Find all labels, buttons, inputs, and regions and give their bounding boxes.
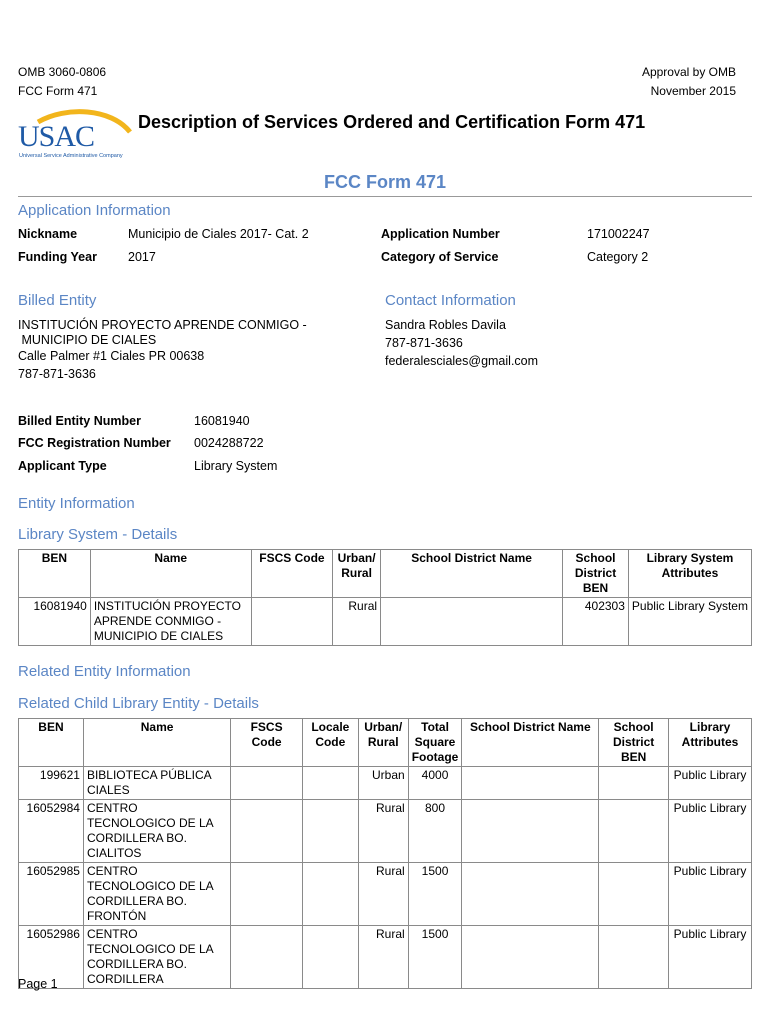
col-district-ben: School District BEN <box>599 719 669 767</box>
col-attributes: Library System Attributes <box>628 550 751 598</box>
cell-ben: 16052985 <box>19 863 84 926</box>
ben-label: Billed Entity Number <box>18 414 141 428</box>
cell-locale <box>302 863 358 926</box>
cell-ben: 16052984 <box>19 800 84 863</box>
section-library-system-details: Library System - Details <box>18 526 178 543</box>
related-child-table <box>18 718 752 989</box>
col-ben: BEN <box>19 550 91 598</box>
contact-name: Sandra Robles Davila <box>385 318 506 332</box>
nickname-label: Nickname <box>18 227 78 241</box>
col-fscs: FSCS Code <box>251 550 332 598</box>
cell-attributes: Public Library <box>669 863 752 926</box>
cell-urban-rural: Rural <box>358 800 408 863</box>
nickname-value: Municipio de Ciales 2017- Cat. 2 <box>128 227 309 241</box>
applicant-type-value: Library System <box>194 459 278 473</box>
col-square-footage: Total Square Footage <box>408 719 462 767</box>
cell-attributes: Public Library System <box>628 598 751 646</box>
billed-entity-address: Calle Palmer #1 Ciales PR 00638 <box>18 349 205 363</box>
cell-urban-rural: Rural <box>358 863 408 926</box>
header-divider <box>18 196 752 197</box>
billed-entity-phone: 787-871-3636 <box>18 367 96 381</box>
col-urban-rural: Urban/ Rural <box>358 719 408 767</box>
library-system-table <box>18 549 752 646</box>
category-label: Category of Service <box>381 250 499 264</box>
col-urban-rural: Urban/ Rural <box>333 550 381 598</box>
col-name: Name <box>83 719 230 767</box>
section-contact-info: Contact Information <box>385 292 516 309</box>
cell-square-footage: 800 <box>408 800 462 863</box>
cell-name: CENTRO TECNOLOGICO DE LA CORDILLERA BO. CIALITOS <box>83 800 230 863</box>
billed-entity-name-line1: INSTITUCIÓN PROYECTO APRENDE CONMIGO - <box>18 318 307 332</box>
cell-fscs <box>231 926 303 989</box>
form-subtitle: FCC Form 471 <box>323 172 447 192</box>
cell-district-name <box>381 598 563 646</box>
table-row <box>19 767 752 800</box>
cell-fscs <box>231 767 303 800</box>
cell-ben: 16052986 <box>19 926 84 989</box>
ben-value: 16081940 <box>194 414 250 428</box>
usac-logo <box>16 108 134 164</box>
cell-locale <box>302 767 358 800</box>
frn-label: FCC Registration Number <box>18 436 171 450</box>
contact-email: federalesciales@gmail.com <box>385 354 539 368</box>
col-fscs: FSCS Code <box>231 719 303 767</box>
cell-district-name <box>462 926 599 989</box>
cell-locale <box>302 800 358 863</box>
cell-name: INSTITUCIÓN PROYECTO APRENDE CONMIGO - MUNICIPIO DE CIALES <box>90 598 251 646</box>
section-related-entity: Related Entity Information <box>18 663 191 680</box>
cell-name: BIBLIOTECA PÚBLICA CIALES <box>83 767 230 800</box>
approval-date: November 2015 <box>650 84 736 98</box>
col-locale: Locale Code <box>302 719 358 767</box>
table-header-row <box>19 719 752 767</box>
cell-square-footage: 1500 <box>408 926 462 989</box>
application-number-value: 171002247 <box>587 227 650 241</box>
approval-label: Approval by OMB <box>641 65 736 79</box>
frn-value: 0024288722 <box>194 436 264 450</box>
table-row <box>19 800 752 863</box>
cell-attributes: Public Library <box>669 926 752 989</box>
cell-square-footage: 4000 <box>408 767 462 800</box>
cell-name: CENTRO TECNOLOGICO DE LA CORDILLERA BO. FRONTÓN <box>83 863 230 926</box>
page-number: Page 1 <box>18 977 58 991</box>
table-row <box>19 926 752 989</box>
table-row <box>19 598 752 646</box>
cell-attributes: Public Library <box>669 800 752 863</box>
col-ben: BEN <box>19 719 84 767</box>
page-title: Description of Services Ordered and Certification Form 471 <box>138 112 646 132</box>
cell-ben: 199621 <box>19 767 84 800</box>
cell-district-name <box>462 863 599 926</box>
col-district-name: School District Name <box>381 550 563 598</box>
section-entity-info: Entity Information <box>18 495 135 512</box>
cell-attributes: Public Library <box>669 767 752 800</box>
section-application-info: Application Information <box>18 202 171 219</box>
cell-square-footage: 1500 <box>408 863 462 926</box>
col-name: Name <box>90 550 251 598</box>
category-value: Category 2 <box>587 250 649 264</box>
applicant-type-label: Applicant Type <box>18 459 107 473</box>
cell-fscs <box>231 800 303 863</box>
section-related-child-details: Related Child Library Entity - Details <box>18 695 259 712</box>
funding-year-label: Funding Year <box>18 250 97 264</box>
cell-district-name <box>462 767 599 800</box>
cell-urban-rural: Rural <box>358 926 408 989</box>
table-row <box>19 863 752 926</box>
col-district-name: School District Name <box>462 719 599 767</box>
cell-district-ben <box>599 800 669 863</box>
logo-tagline: Universal Service Administrative Company <box>19 153 123 159</box>
cell-district-ben: 402303 <box>563 598 629 646</box>
form-label: FCC Form 471 <box>18 84 98 98</box>
section-billed-entity: Billed Entity <box>18 292 97 309</box>
contact-phone: 787-871-3636 <box>385 336 463 350</box>
billed-entity-name-line2: MUNICIPIO DE CIALES <box>18 333 157 347</box>
application-number-label: Application Number <box>381 227 500 241</box>
cell-locale <box>302 926 358 989</box>
cell-fscs <box>231 863 303 926</box>
cell-district-ben <box>599 863 669 926</box>
table-header-row <box>19 550 752 598</box>
col-district-ben: School District BEN <box>563 550 629 598</box>
cell-name: CENTRO TECNOLOGICO DE LA CORDILLERA BO. CORDILLERA <box>83 926 230 989</box>
cell-fscs <box>251 598 332 646</box>
cell-district-name <box>462 800 599 863</box>
funding-year-value: 2017 <box>128 250 156 264</box>
col-attributes: Library Attributes <box>669 719 752 767</box>
cell-ben: 16081940 <box>19 598 91 646</box>
omb-number: OMB 3060-0806 <box>18 65 107 79</box>
logo-text: USAC <box>18 120 95 153</box>
cell-district-ben <box>599 767 669 800</box>
cell-urban-rural: Urban <box>358 767 408 800</box>
cell-district-ben <box>599 926 669 989</box>
cell-urban-rural: Rural <box>333 598 381 646</box>
